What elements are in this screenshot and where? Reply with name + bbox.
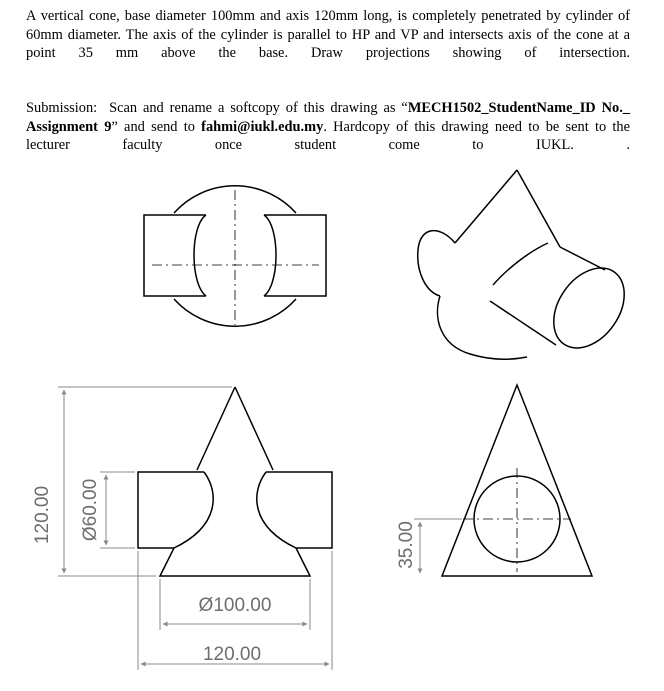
front-view bbox=[138, 387, 332, 576]
iso-cone-right-edge bbox=[517, 170, 560, 247]
submission-filename: MECH1502_StudentName_ID No._ Assignment 9 bbox=[26, 100, 631, 135]
front-view-intersection-left bbox=[174, 472, 213, 548]
top-view-cylinder-right bbox=[264, 215, 326, 296]
top-view-cylinder-left bbox=[144, 215, 206, 296]
front-view-cone-left-edge bbox=[197, 387, 235, 470]
iso-cylinder-top-edge bbox=[560, 247, 605, 270]
top-view-intersection-left bbox=[194, 215, 206, 296]
dim-cylinder-length-label: 120.00 bbox=[202, 644, 262, 665]
submission-label: Submission: bbox=[26, 100, 98, 116]
iso-cylinder-left-end bbox=[418, 231, 455, 296]
iso-cylinder-bottom-edge bbox=[490, 301, 556, 345]
iso-cylinder-right-face bbox=[539, 255, 639, 361]
front-view-cylinder-left bbox=[138, 472, 204, 548]
front-view-cylinder-right bbox=[266, 472, 332, 548]
isometric-view bbox=[418, 170, 639, 361]
side-view bbox=[442, 385, 592, 576]
front-view-cone-base bbox=[160, 548, 310, 576]
front-view-cone-right-edge bbox=[235, 387, 273, 470]
problem-statement: A vertical cone, base diameter 100mm and axis 120mm long, is completely penetrated by cylinder of 60mm diameter. The axis of the cylinder is parallel to HP and VP and intersects axis of the cone at a point 35 mm above the base. Draw projections showing of intersection. bbox=[26, 8, 630, 62]
top-view-intersection-right bbox=[264, 215, 276, 296]
dim-cone-height-label: 120.00 bbox=[32, 485, 54, 545]
dim-axis-height-label: 35.00 bbox=[396, 521, 418, 569]
submission-email: fahmi@iukl.edu.my bbox=[201, 118, 324, 135]
top-view bbox=[144, 186, 326, 326]
iso-cone-lower-body bbox=[438, 296, 527, 359]
front-view-intersection-right bbox=[257, 472, 296, 548]
iso-intersection-curve bbox=[493, 243, 548, 285]
dim-base-dia-label: Ø100.00 bbox=[198, 595, 272, 616]
dim-cylinder-dia-label: Ø60.00 bbox=[80, 478, 102, 542]
dimension-labels bbox=[32, 479, 417, 665]
side-view-cone-outline bbox=[442, 385, 592, 576]
iso-cone-left-edge bbox=[455, 170, 517, 243]
submission-instructions: Submission: Scan and rename a softcopy of this drawing as “MECH1502_StudentName_ID No._ Assignment 9” and send to fahmi@iukl.edu.my. Hardcopy of this drawing need to be sent to the lecturer faculty once student come to IUKL. . bbox=[26, 100, 631, 154]
